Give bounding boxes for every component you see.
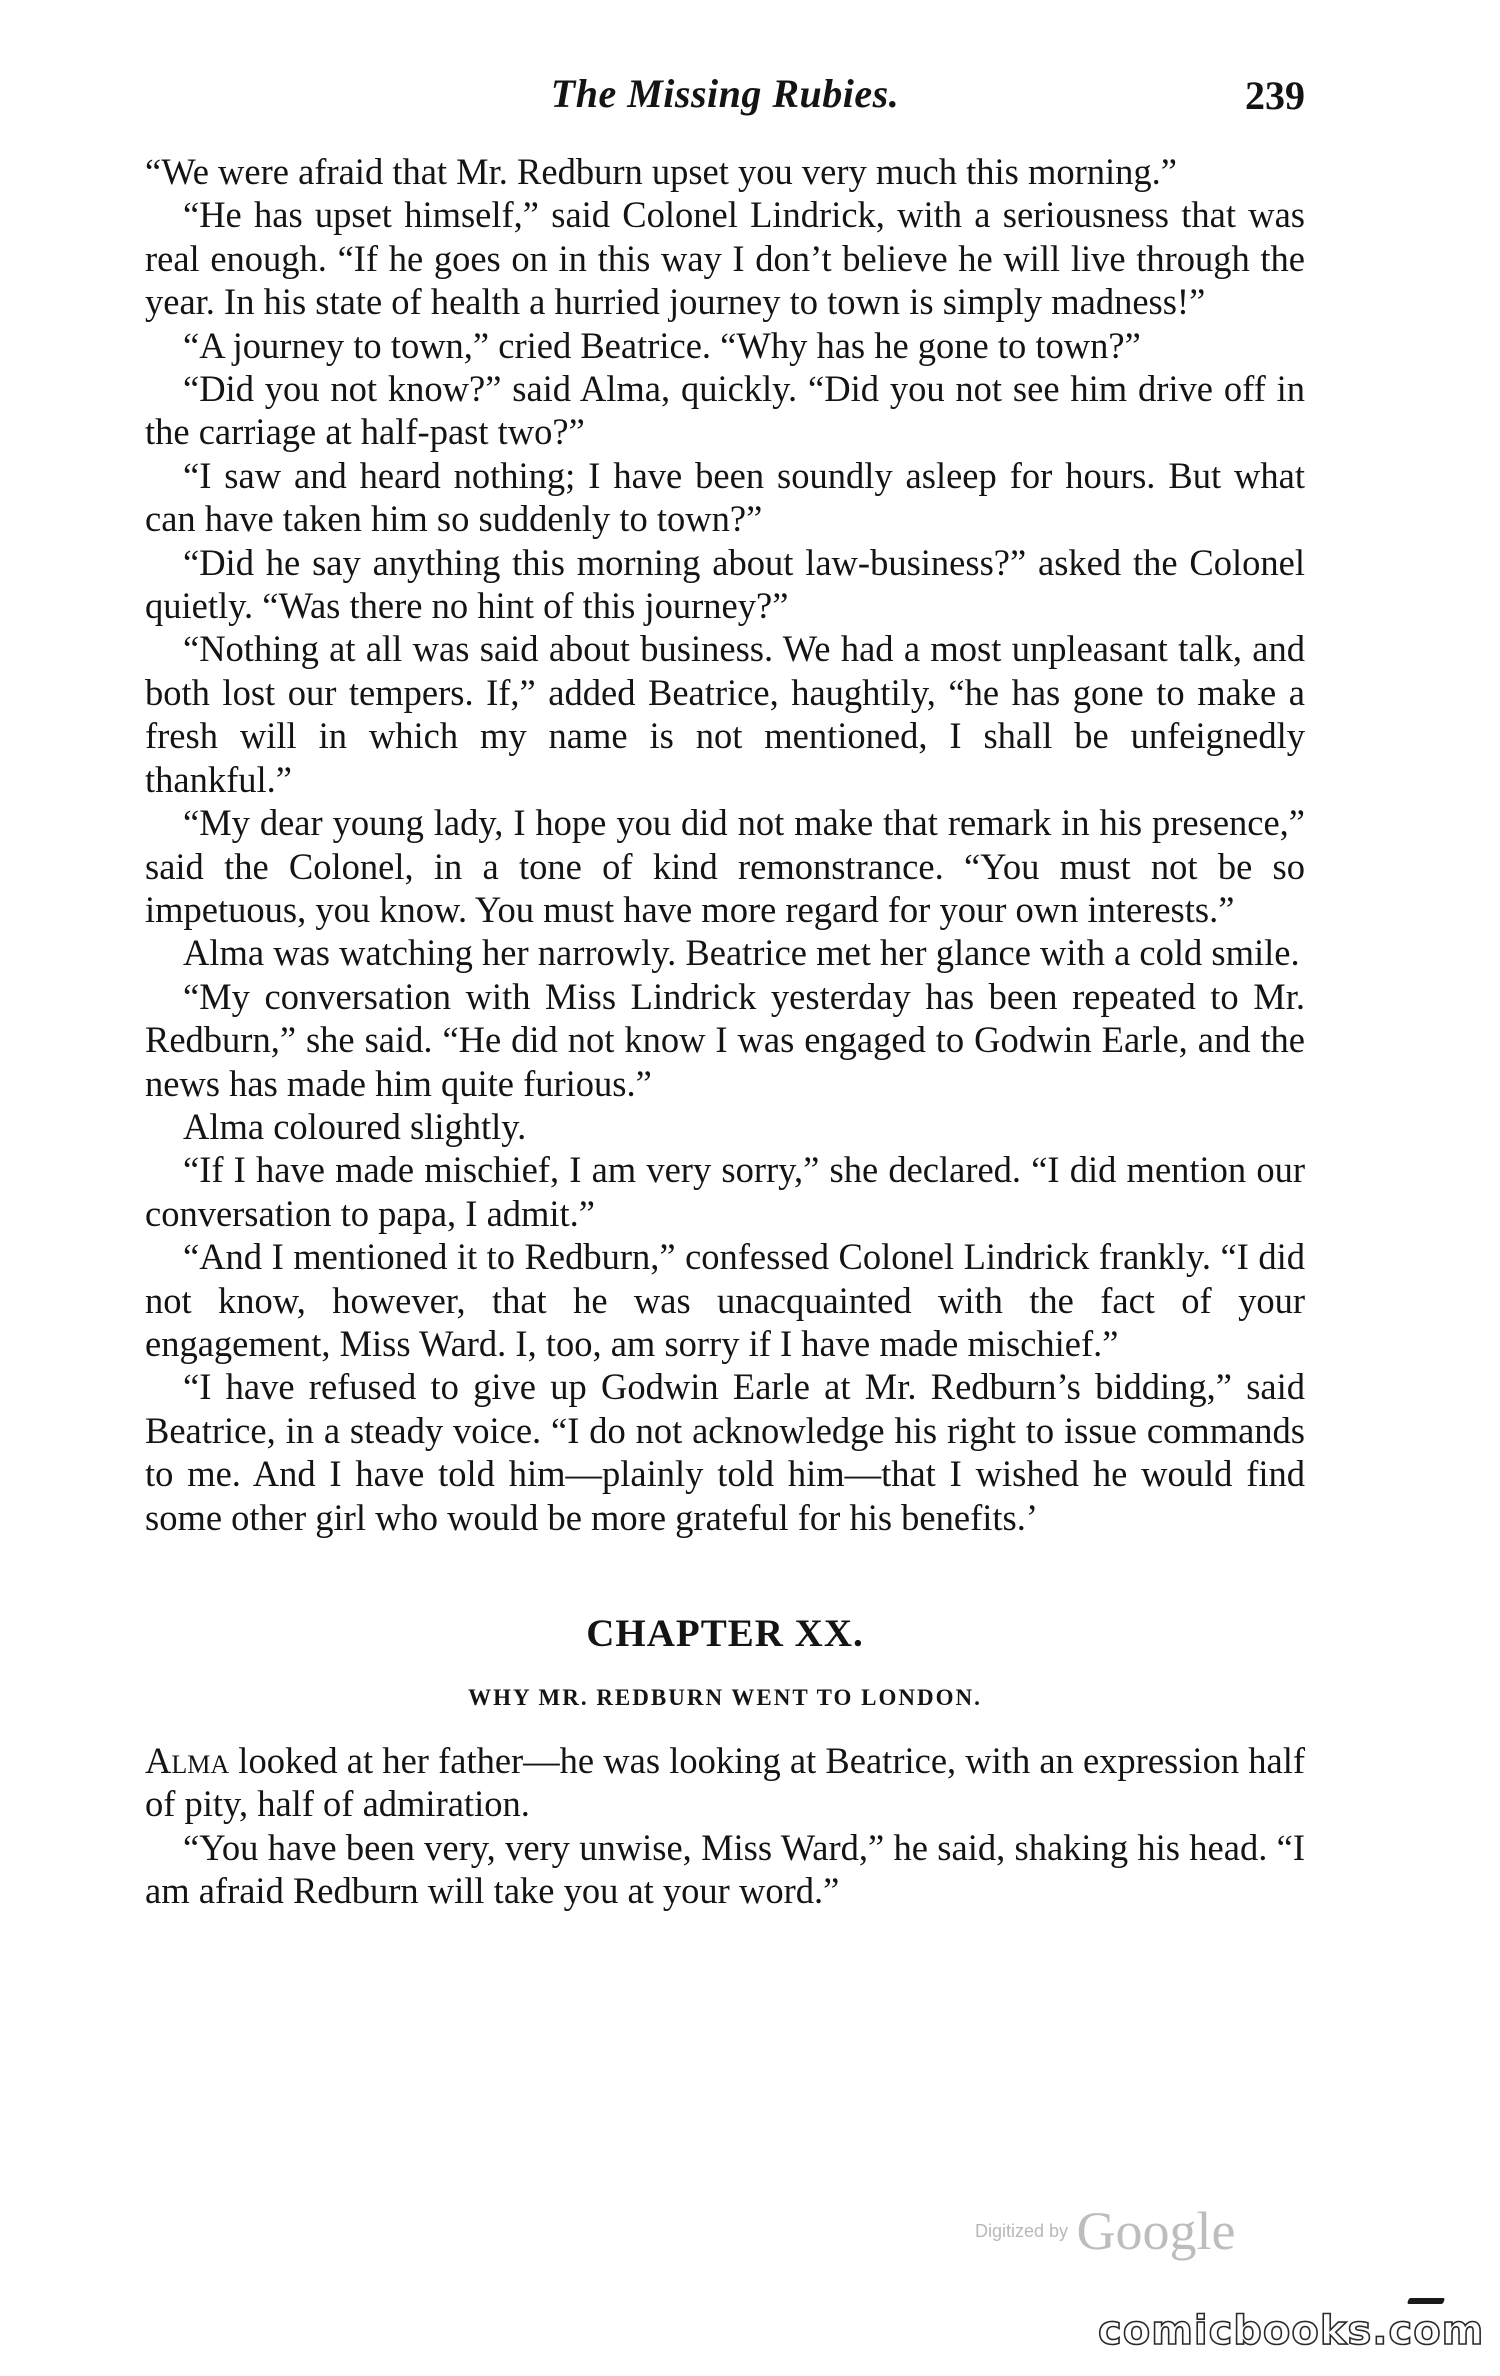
paragraph: “And I mentioned it to Redburn,” confessed Colonel Lindrick frankly. “I did not know, however, that he was unacquainted with the fact of your engagement, Miss Ward. I, too, am sorry if I have made mischief.”	[145, 1236, 1305, 1364]
chapter-opening-text: looked at her father—he was looking at Beatrice, with an expression half of pity, half of admiration.	[145, 1740, 1305, 1825]
paragraph: Alma coloured slightly.	[183, 1105, 527, 1147]
page-number: 239	[1245, 73, 1305, 118]
chapter-title: CHAPTER XX.	[586, 1612, 864, 1655]
body-text	[145, 150, 1305, 1913]
paragraph: “Did he say anything this morning about law-business?” asked the Colonel quietly. “Was there no hint of this journey?”	[145, 541, 1305, 627]
google-logo-text: Google	[1076, 2201, 1236, 2261]
chapter-opening-paragraph	[145, 1739, 1305, 1826]
paragraph: “He has upset himself,” said Colonel Lindrick, with a seriousness that was real enough. “If he goes on in this way I don’t believe he will live through the year. In his state of health a hurried journey to town is simply madness!”	[145, 194, 1305, 323]
paragraph: Alma was watching her narrowly. Beatrice met her glance with a cold smile.	[183, 932, 1300, 974]
ink-mark	[1407, 2298, 1445, 2304]
paragraph: “I saw and heard nothing; I have been soundly asleep for hours. But what can have taken him so suddenly to town?”	[145, 454, 1305, 540]
running-title: The Missing Rubies.	[550, 71, 900, 116]
chapter-subtitle: WHY MR. REDBURN WENT TO LONDON.	[468, 1685, 982, 1710]
paragraph: “You have been very, very unwise, Miss Ward,” he said, shaking his head. “I am afraid Redburn will take you at your word.”	[145, 1826, 1305, 1912]
paragraph: “My conversation with Miss Lindrick yesterday has been repeated to Mr. Redburn,” she said. “He did not know I was engaged to Godwin Earle, and the news has made him quite furious.”	[145, 975, 1305, 1104]
paragraph: “Nothing at all was said about business. We had a most unpleasant talk, and both lost our tempers. If,” added Beatrice, haughtily, “he has gone to make a fresh will in which my name is not mentioned, I shall be unfeignedly thankful.”	[145, 628, 1305, 800]
paragraph: “I have refused to give up Godwin Earle at Mr. Redburn’s bidding,” said Beatrice, in a steady voice. “I do not acknowledge his right to issue commands to me. And I have told him—plainly told him—that I wished he would find some other girl who would be more grateful for his benefits.’	[145, 1366, 1305, 1538]
chapter-opening-word: Alma	[145, 1740, 230, 1781]
google-watermark	[975, 2200, 1235, 2262]
page-header	[145, 70, 1305, 130]
site-watermark: comicbooks.com	[1098, 2308, 1485, 2354]
paragraph: “Did you not know?” said Alma, quickly. “Did you not see him drive off in the carriage at half-past two?”	[145, 368, 1305, 453]
paragraph: “If I have made mischief, I am very sorry,” she declared. “I did mention our conversation to papa, I admit.”	[145, 1149, 1305, 1234]
paragraph: “My dear young lady, I hope you did not make that remark in his presence,” said the Colonel, in a tone of kind remonstrance. “You must not be so impetuous, you know. You must have more regard for your own interests.”	[145, 802, 1305, 930]
paragraph: “We were afraid that Mr. Redburn upset you very much this morning.”	[145, 151, 1177, 192]
digitized-by-text: Digitized by	[975, 2220, 1069, 2241]
paragraph: “A journey to town,” cried Beatrice. “Why has he gone to town?”	[183, 324, 1141, 366]
